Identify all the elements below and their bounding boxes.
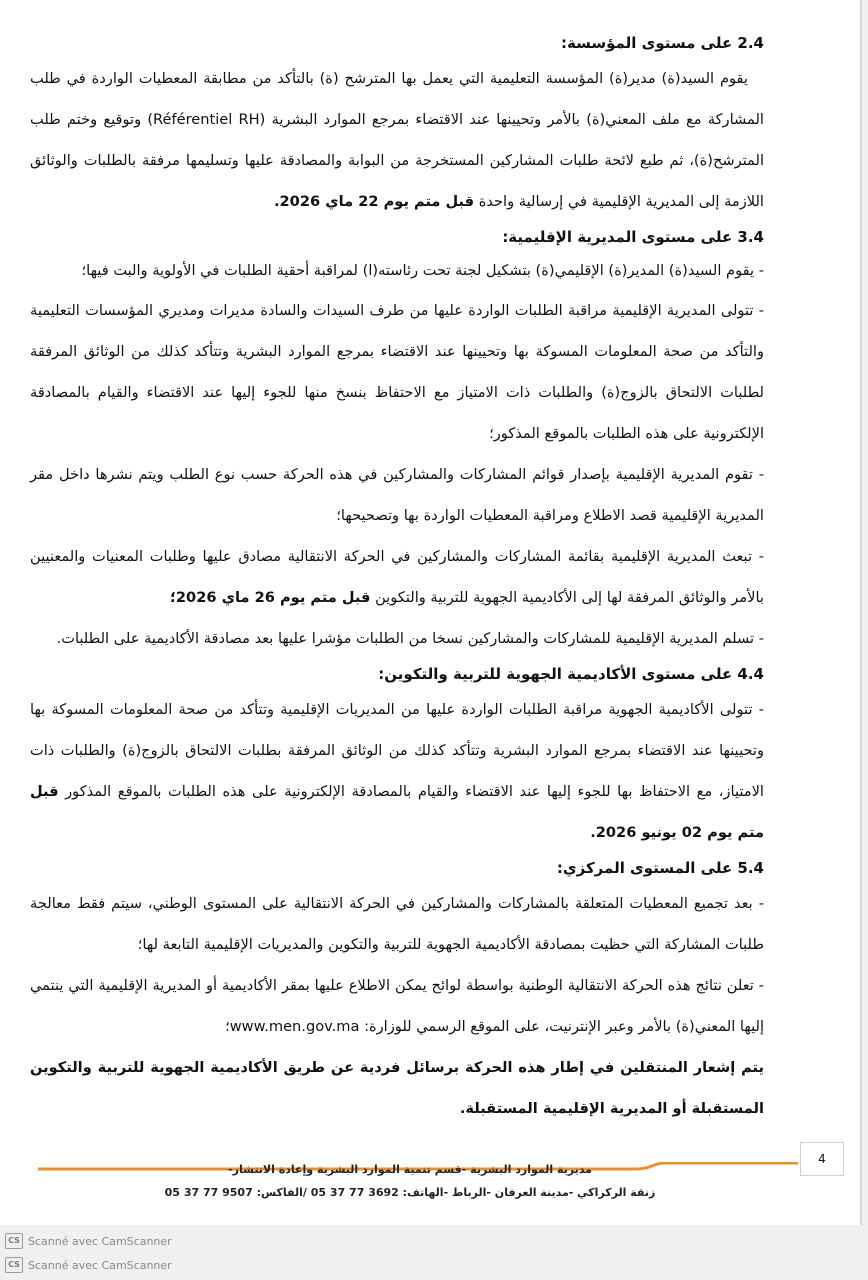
section-5-4-closing	[30, 1047, 764, 1129]
document-body	[30, 28, 764, 1129]
section-4-4-item-text: - تتولى الأكاديمية الجهوية مراقبة الطلبات الواردة عليها من المديريات الإقليمية وتتأكد من صحة المعلومات المسوكة بها وتحيينها عند الاقتضاء بمرجع الموارد البشرية وتتأكد كذلك من الوثائق المرفقة بطلبات الالتحاق بالزوج(ة) والطلبات ذات الامتياز، مع الاحتفاظ بها للجوء إليها عند الاقتضاء والقيام بالمصادقة الإلكترونية على هذه الطلبات بالموقع المذكور	[30, 701, 764, 800]
camscanner-watermark	[5, 1233, 172, 1249]
camscanner-logo-icon: CS	[5, 1257, 23, 1273]
footer-department: مديرية الموارد البشرية -قسم تنمية الموارد البشرية وإعادة الانتشار-	[228, 1163, 592, 1176]
section-2-4-deadline: قبل متم يوم 22 ماي 2026.	[273, 193, 475, 210]
section-2-4-heading: 2.4 على مستوى المؤسسة:	[561, 34, 764, 52]
camscanner-logo-icon: CS	[5, 1233, 23, 1249]
section-4-4-deadline: قبل متم يوم 02 يونيو 2026.	[30, 783, 764, 841]
section-3-4-item-5: - تسلم المديرية الإقليمية للمشاركات والمشاركين نسخا من الطلبات مؤشرا عليها بعد مصادقة الأكاديمية على الطلبات.	[56, 630, 764, 647]
section-3-4-heading: 3.4 على مستوى المديرية الإقليمية:	[502, 228, 764, 246]
section-3-4-item-3: - تقوم المديرية الإقليمية بإصدار قوائم المشاركات والمشاركين في هذه الحركة حسب نوع الطلب ويتم نشرها داخل مقر المديرية الإقليمية قصد الاطلاع ومراقبة المعطيات الواردة بها وتصحيحها؛	[30, 466, 764, 524]
section-5-4-closing-bold: طريق الأكاديمية الجهوية للتربية والتكوين المستقبلة أو المديرية الإقليمية المستقبلة.	[30, 1059, 764, 1117]
section-3-4-item-2: - تتولى المديرية الإقليمية مراقبة الطلبات الواردة عليها من طرف السيدات والسادة مديرات ومديري المؤسسات التعليمية والتأكد من صحة المعلومات المسوكة بها وتحيينها عند الاقتضاء بمرجع الموارد البشرية وتتأكد كذلك من الوثائق المرفقة لطلبات الالتحاق بالزوج(ة) والطلبات ذات الامتياز مع الاحتفاظ بنسخ منها للجوء إليها عند الاقتضاء والقيام بالمصادقة الإلكترونية على هذه الطلبات بالموقع المذكور؛	[30, 302, 764, 442]
section-2-4-text: يقوم السيد(ة) مدير(ة) المؤسسة التعليمية التي يعمل بها المترشح (ة) بالتأكد من مطابقة المعطيات الواردة في طلب المشاركة مع ملف المعني(ة) بالأمر وتحيينها عند الاقتضاء بمرجع الموارد البشرية (Référentiel RH) وتوقيع وختم طلب المترشح(ة)، ثم طبع لائحة طلبات المشاركين المستخرجة من البوابة والمصادقة عليها وتسليمها مرفقة بالطلبات والوثائق اللازمة إلى المديرية الإقليمية في إرسالية واحدة	[30, 70, 764, 210]
camscanner-watermark	[5, 1257, 172, 1273]
section-3-4-item-1: - يقوم السيد(ة) المدير(ة) الإقليمي(ة) بتشكيل لجنة تحت رئاسته(ا) لمراقبة أحقية الطلبات في الأولوية والبت فيها؛	[81, 262, 764, 279]
footer-address: زنقة الركراكي -مدينة العرفان -الرباط -الهاتف: 3692 77 37 05 /الفاكس: 9507 77 37 05	[164, 1186, 656, 1199]
section-2-4-paragraph	[30, 58, 764, 222]
section-3-4-item-4-text: - تبعث المديرية الإقليمية بقائمة المشاركات والمشاركين في الحركة الانتقالية مصادق عليها وطلبات المعنيات والمعنيين بالأمر والوثائق المرفقة لها إلى الأكاديمية الجهوية للتربية والتكوين	[30, 548, 764, 606]
camscanner-text: Scanné avec CamScanner	[28, 1234, 172, 1248]
camscanner-text: Scanné avec CamScanner	[28, 1258, 172, 1272]
section-5-4-item-2: - تعلن نتائج هذه الحركة الانتقالية الوطنية بواسطة لوائح يمكن الاطلاع عليها بمقر الأكاديمية أو المديرية الإقليمية التي ينتمي إليها المعني(ة) بالأمر وعبر الإنترنيت، على الموقع الرسمي للوزارة: www.men.gov.ma؛	[30, 977, 764, 1035]
page-number: 4	[800, 1142, 844, 1176]
section-5-4-item-1: - بعد تجميع المعطيات المتعلقة بالمشاركات والمشاركين في الحركة الانتقالية على المستوى الوطني، سيتم فقط معالجة طلبات المشاركة التي حظيت بمصادقة الأكاديمية الجهوية للتربية والتكوين والمديريات الإقليمية التابعة لها؛	[30, 895, 764, 953]
section-3-4-item-4	[30, 536, 764, 618]
section-3-4-item-4-deadline: قبل متم يوم 26 ماي 2026؛	[170, 589, 371, 606]
section-4-4-item	[30, 689, 764, 853]
section-5-4-heading: 5.4 على المستوى المركزي:	[556, 859, 764, 877]
section-5-4-closing-text: يتم إشعار المنتقلين في إطار هذه الحركة برسائل فردية عن	[325, 1059, 764, 1076]
section-4-4-heading: 4.4 على مستوى الأكاديمية الجهوية للتربية والتكوين:	[378, 665, 764, 683]
